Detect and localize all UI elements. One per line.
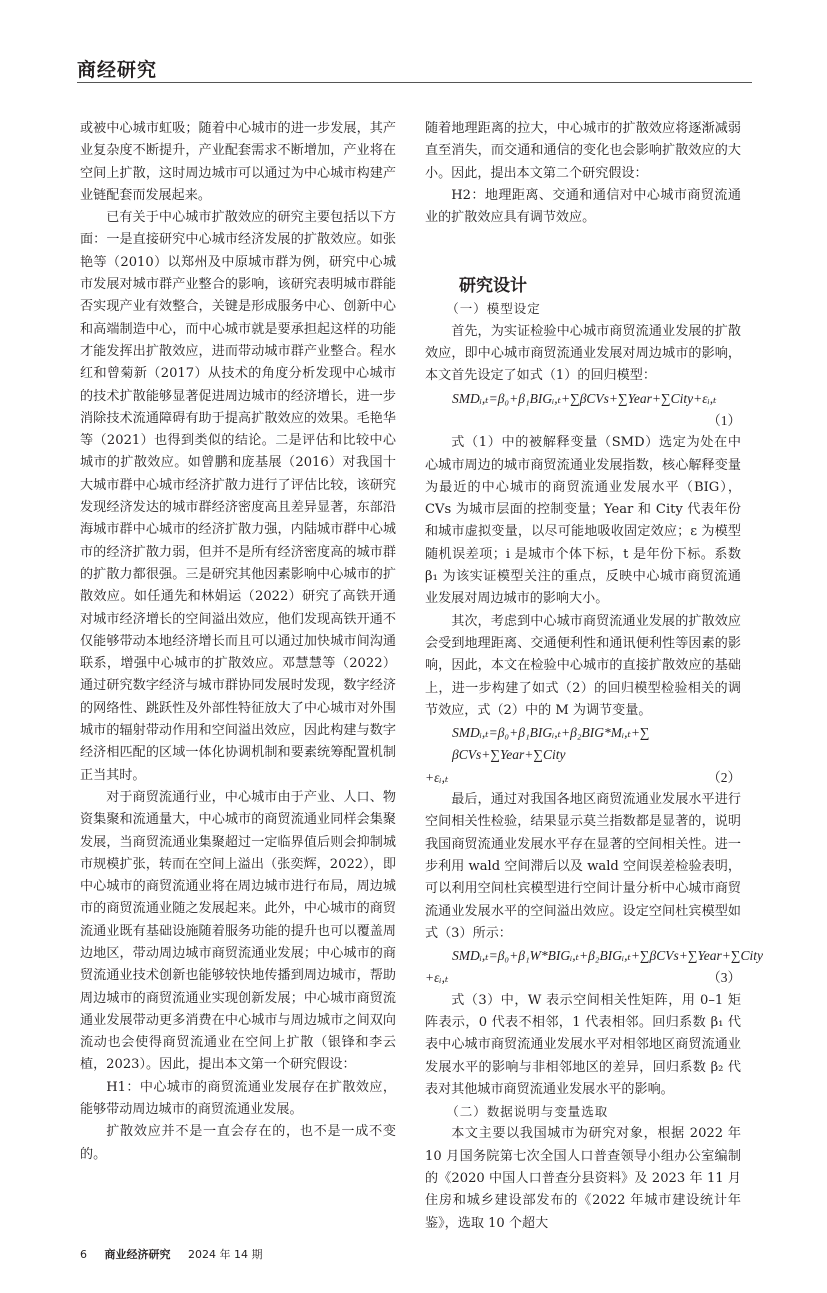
paragraph: 随着地理距离的拉大，中心城市的扩散效应将逐渐减弱直至消失，而交通和通信的变化也会影响扩散效应的大小。因此，提出本文第二个研究假设： xyxy=(425,121,741,181)
equation-body: +εᵢ,ₜ xyxy=(425,769,449,785)
paragraph: 其次，考虑到中心城市商贸流通业发展的扩散效应会受到地理距离、交通便利性和通讯便利性等因素的影响，因此，本文在检验中心城市的直接扩散效应的基础上，进一步构建了如式（2）的回归模型检验相关的调节效应，式（2）中的 M 为调节变量。 xyxy=(425,613,741,718)
paragraph: 扩散效应并不是一直会存在的，也不是一成不变的。 xyxy=(80,1124,396,1162)
left-column xyxy=(80,118,396,1166)
footer-journal: 商业经济研究 xyxy=(104,1247,171,1261)
equation-2 xyxy=(425,722,741,767)
equation-body: SMDᵢ,ₜ=β₀+β₁W*BIGᵢ,ₜ+β₂BIGᵢ,ₜ+∑βCVs+∑Year+∑City xyxy=(452,948,764,964)
header-rule xyxy=(77,82,752,83)
right-column xyxy=(425,118,764,1235)
paragraph: 或被中心城市虹吸；随着中心城市的进一步发展，其产业复杂度不断提升，产业配套需求不断增加，产业将在空间上扩散，这时周边城市可以通过为中心城市构建产业链配套而发展起来。 xyxy=(80,121,396,203)
equation-number: （1） xyxy=(707,412,741,428)
hypothesis-h1: H1：中心城市的商贸流通业发展存在扩散效应，能够带动周边城市的商贸流通业发展。 xyxy=(80,1079,396,1118)
page-number: 6 xyxy=(80,1247,87,1261)
equation-body: +εᵢ,ₜ xyxy=(425,970,449,986)
equation-3 xyxy=(425,945,764,967)
paragraph: 式（1）中的被解释变量（SMD）选定为处在中心城市周边的城市商贸流通业发展指数，核心解释变量为最近的中心城市的商贸流通业发展水平（BIG），CVs 为城市层面的控制变量；Year 和 City 代表年份和城市虚拟变量，以尽可能地吸收固定效应；ε 为模型随机误差项；i 是城市个体下标，t 是年份下标。系数 β₁ 为该实证模型关注的重点，反映中心城市商贸流通业发展对周边城市的影响大小。 xyxy=(425,435,741,607)
page-footer xyxy=(77,1235,750,1263)
paragraph: 最后，通过对我国各地区商贸流通业发展水平进行空间相关性检验，结果显示莫兰指数都是显著的，说明我国商贸流通业发展水平存在显著的空间相关性。进一步利用 wald 空间滞后以及 wald 空间误差检验表明，可以利用空间杜宾模型进行空间计量分析中心城市商贸流通业发展水平的空间溢出效应。设定空间杜宾模型如式（3）所示： xyxy=(425,792,741,941)
paragraph: 首先，为实证检验中心城市商贸流通业发展的扩散效应，即中心城市商贸流通业发展对周边城市的影响，本文首先设定了如式（1）的回归模型： xyxy=(425,323,741,384)
equation-number: （3） xyxy=(707,970,741,986)
journal-header: 商经研究 xyxy=(77,59,158,81)
equation-3-tail xyxy=(425,967,741,989)
paragraph: 已有关于中心城市扩散效应的研究主要包括以下方面：一是直接研究中心城市经济发展的扩散效应。如张艳等（2010）以郑州及中原城市群为例，研究中心城市发展对城市群产业整合的影响，该研究表明城市群能否实现产业有效整合，关键是形成服务中心、创新中心和高端制造中心，而中心城市就是要承担起这样的功能才能发挥出扩散效应，进而带动城市群产业整合。程水红和曾菊新（2017）从技术的角度分析发现中心城市的技术扩散能够显著促进周边城市的经济增长，进一步消除技术流通障碍有助于提高扩散效应的效果。毛艳华等（2021）也得到类似的结论。二是评估和比较中心城市的扩散效应。如曾鹏和庞基展（2016）对我国十大城市群中心城市经济扩散力进行了评估比较，该研究发现经济发达的城市群经济密度高且差异显著，东部沿海城市群中心城市的经济扩散力强，内陆城市群中心城市的经济扩散力弱，但并不是所有经济密度高的城市群的扩散力都很强。三是研究其他因素影响中心城市的扩散效应。如任通先和林娟运（2022）研究了高铁开通对城市经济增长的空间溢出效应，他们发现高铁开通不仅能够带动本地经济增长而且可以通过加快城市间沟通联系，增强中心城市的扩散效应。邓慧慧等（2022）通过研究数字经济与城市群协同发展时发现，数字经济的网络性、跳跃性及外部性特征放大了中心城市对外围城市的辐射带动作用和空间溢出效应，因此构建与数字经济相匹配的区域一体化协调机制和要素统筹配置机制正当其时。 xyxy=(80,210,396,783)
equation-number: （2） xyxy=(707,769,741,785)
subsection-title: （二）数据说明与变量选取 xyxy=(446,1104,609,1120)
paragraph: 式（3）中，W 表示空间相关性矩阵，用 0–1 矩阵表示，0 代表不相邻，1 代表相邻。回归系数 β₁ 代表中心城市商贸流通业发展水平对相邻地区商贸流通业发展水平的影响与非相邻地区的差异，回归系数 β₂ 代表对其他城市商贸流通业发展水平的影响。 xyxy=(425,992,741,1097)
equation-2-tail xyxy=(425,767,741,789)
equation-body: SMDᵢ,ₜ=β₀+β₁BIGᵢ,ₜ+β₂BIG*Mᵢ,ₜ+∑ βCVs+∑Year+∑City xyxy=(452,725,650,763)
paragraph: 对于商贸流通行业，中心城市由于产业、人口、物资集聚和流通量大，中心城市的商贸流通业同样会集聚发展，当商贸流通业集聚超过一定临界值后则会抑制城市规模扩张，转而在空间上溢出（张奕辉，2022），即中心城市的商贸流通业将在周边城市进行布局，周边城市的商贸流通业随之发展起来。此外，中心城市的商贸流通业既有基础设施随着服务功能的提升也可以覆盖周边地区，带动周边城市商贸流通业发展；中心城市的商贸流通业技术创新也能够较快地传播到周边城市，帮助周边城市的商贸流通业实现创新发展；中心城市商贸流通业发展带动更多消费在中心城市与周边城市之间双向流动也会使得商贸流通业在空间上扩散（银锋和李云植，2023）。因此，提出本文第一个研究假设： xyxy=(80,789,396,1073)
section-title: 研究设计 xyxy=(459,276,527,297)
subsection-title: （一）模型设定 xyxy=(446,301,541,317)
equation-1 xyxy=(425,388,741,433)
body-columns xyxy=(77,118,764,1235)
paragraph: 本文主要以我国城市为研究对象，根据 2022 年 10 月国务院第七次全国人口普查领导小组办公室编制的《2020 中国人口普查分县资料》及 2023 年 11 月住房和城乡建设部发布的《2022 年城市建设统计年鉴》，选取 10 个超大 xyxy=(425,1126,741,1231)
footer-issue: 2024 年 14 期 xyxy=(188,1247,263,1261)
hypothesis-h2: H2：地理距离、交通和通信对中心城市商贸流通业的扩散效应具有调节效应。 xyxy=(425,187,741,226)
equation-body: SMDᵢ,ₜ=β₀+β₁BIGᵢ,ₜ+∑βCVs+∑Year+∑City+εᵢ,ₜ xyxy=(452,390,717,406)
